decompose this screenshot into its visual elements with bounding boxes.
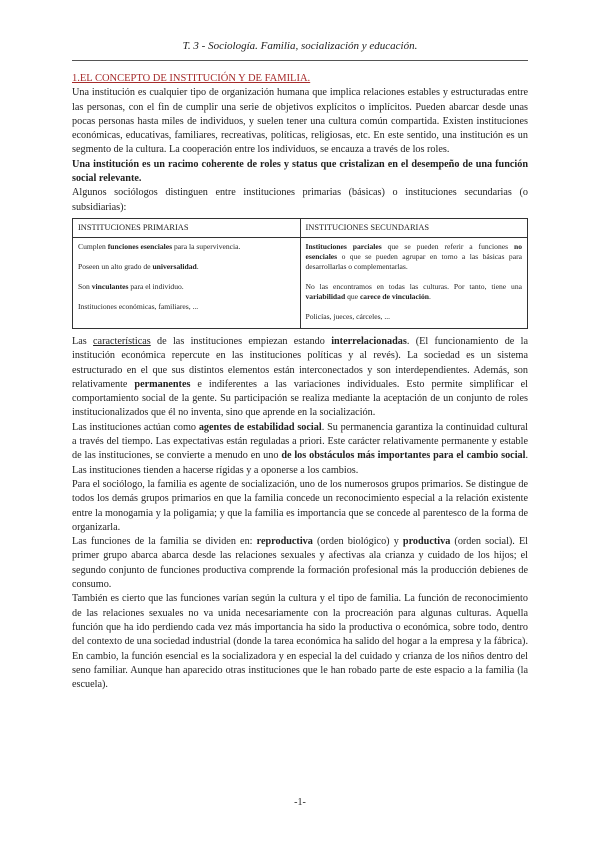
cell-line: Policías, jueces, cárceles, ... — [305, 311, 391, 321]
table-cell-primary — [73, 237, 301, 328]
paragraph-stability — [72, 421, 528, 478]
text-span: . — [428, 291, 431, 301]
bold-span: productiva — [402, 536, 451, 548]
bold-span: variabilidad — [305, 291, 346, 301]
table-header-primary: INSTITUCIONES PRIMARIAS — [73, 218, 301, 237]
page-body — [72, 72, 528, 692]
text-span: de las instituciones empiezan estando — [150, 335, 332, 347]
cell-line — [78, 282, 295, 292]
bold-span: universalidad — [152, 261, 197, 271]
text-span: para la supervivencia. — [172, 241, 241, 251]
bold-span: agentes de estabilidad social — [198, 421, 322, 433]
paragraph-classification: Algunos sociólogos distinguen entre instituciones primarias (básicas) o instituciones secundarias (o subsidiarias): — [72, 187, 528, 213]
bold-definition: Una institución es un racimo coherente de roles y status que cristalizan en el desempeño de una función social relevante. — [72, 158, 528, 185]
text-span: para el individuo. — [128, 281, 184, 291]
cell-line — [78, 262, 295, 272]
section-title: 1.EL CONCEPTO DE INSTITUCIÓN Y DE FAMILIA. — [72, 73, 311, 84]
bold-span: permanentes — [134, 378, 191, 390]
text-span: Cumplen — [78, 241, 108, 251]
bold-span: interrelacionadas — [331, 335, 407, 347]
text-span: No las encontramos en todas las culturas. Por tanto, tiene una — [305, 281, 522, 291]
text-span: . (El funcionamiento de la institución económica repercute en las instituciones políticas y al revés). La sociedad es un sistema estructurado en el que sus distintos elementos están interconectados y son interdependientes. Además, son relativamente — [72, 335, 528, 390]
paragraph-characteristics — [72, 335, 528, 421]
page-number: -1- — [294, 797, 306, 808]
bold-span: carece de vinculación — [359, 291, 429, 301]
header-rule — [72, 60, 528, 61]
paragraph-family: Para el sociólogo, la familia es agente de socialización, uno de los numerosos grupos primarios. Se distingue de todos los demás grupos primarios en que la familia concede un reconocimiento especial a la relación existente entre la monogamia y la poligamia; y que la familia es importancia que se concede al parentesco de la forma de organizarla. — [72, 478, 528, 533]
paragraph-functions — [72, 535, 528, 592]
bold-span: reproductiva — [256, 536, 313, 548]
text-span: (orden social). El primer grupo abarca abarca desde las relaciones sexuales y afectivas ala crianza y cuidado de los hijos; el segundo conjunto de funciones productiva comprende la formación profesional más la producción debienes de consumo. — [72, 536, 529, 591]
text-span: Las instituciones actúan como — [72, 421, 199, 433]
text-span: e indiferentes a las variaciones individuales. Esto permite simplificar el comportamiento social de la gente. Su participación se realiza mediante la aceptación de un conjunto de roles institucionalizados que él no inventa, sino que aprende en la socialización. — [72, 378, 529, 419]
bold-span: de los obstáculos más importantes para el cambio social — [281, 450, 526, 462]
text-span: que se pueden referir a funciones — [381, 241, 514, 251]
institutions-table — [72, 218, 528, 329]
cell-line — [306, 242, 523, 272]
page-header: T. 3 - Sociología. Familia, socialización y educación. — [182, 40, 418, 52]
bold-span: funciones esenciales — [107, 241, 173, 251]
bold-span: no esenciales — [305, 241, 522, 261]
text-span: Poseen un alto grado de — [78, 261, 153, 271]
text-span: Las funciones de la familia se dividen en: — [72, 536, 257, 548]
text-span: Las — [72, 335, 94, 347]
cell-line: Instituciones económicas, familiares, ... — [78, 301, 199, 311]
text-span: o que se pueden agrupar en torno a las básicas para desarrollarlas o complementarlas. — [305, 251, 522, 271]
text-span: . Las instituciones tienden a hacerse rígidas y a oponerse a los cambios. — [72, 450, 528, 476]
text-span: Son — [78, 281, 92, 291]
bold-span: vinculantes — [91, 281, 129, 291]
paragraph-institution — [72, 86, 528, 186]
bold-span: Instituciones parciales — [305, 241, 382, 251]
text-span: (orden biológico) y — [312, 536, 403, 548]
text-span: . — [196, 261, 199, 271]
table-cell-secondary — [300, 237, 528, 328]
paragraph-text: Una institución es cualquier tipo de organización humana que implica relaciones estables y estructuradas entre las personas, con el fin de cumplir una serie de objetivos explícitos o implícitos. Pueden abarcar desde unas pocas personas hasta miles de individuos, y suelen tener una cultura común compartida. Existen instituciones económicas, educativas, familiares, recreativas, políticas, religiosas, etc. En este sentido, una institución es un segmento de la cultura. La cooperación entre los individuos, se encauza a través de los roles. — [72, 87, 528, 156]
text-span: que — [345, 291, 360, 301]
cell-line — [78, 242, 295, 252]
underlined-span: características — [93, 335, 151, 347]
text-span: . Su permanencia garantiza la continuidad cultural a través del tiempo. Las expectativas están reguladas a priori. Este carácter relativamente permanente y estable de las instituciones, se convierte a menudo en uno — [72, 421, 528, 462]
cell-line — [306, 282, 523, 302]
paragraph-culture: También es cierto que las funciones varían según la cultura y el tipo de familia. La función de reconocimiento de las relaciones sexuales no va unida necesariamente con la procreación para algunas culturas. Aquella función que ha ido perdiendo cada vez más importancia ha sido la productiva o económica, sobre todo, dentro del contexto de una sociedad industrial (donde la tarea económica ha salido del hogar a la empresa y la fábrica). En cambio, la función esencial es la socializadora y en especial la del cuidado y crianza de los niños dentro del seno familiar. Aunque han aparecido otras instituciones que le han robado parte de este espacio a la familia (la escuela). — [72, 593, 528, 691]
table-header-secondary: INSTITUCIONES SECUNDARIAS — [300, 218, 528, 237]
